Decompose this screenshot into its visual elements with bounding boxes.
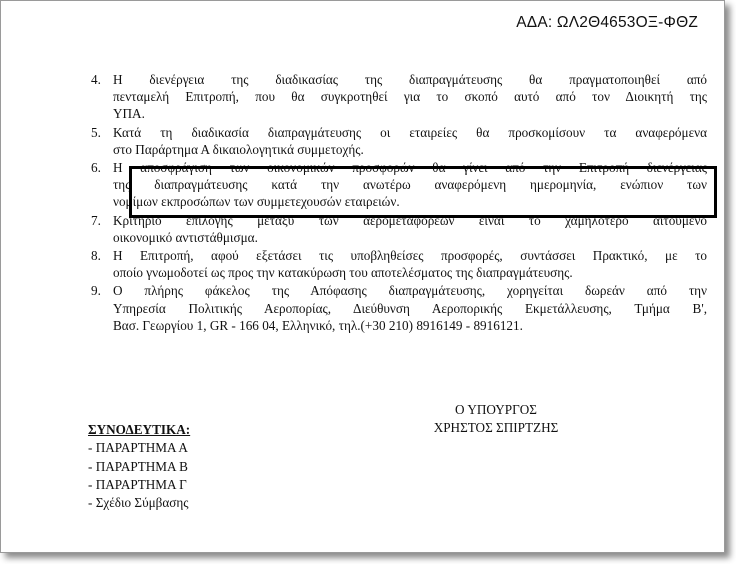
item-number: 5. — [91, 124, 101, 140]
item-line: Ο πλήρης φάκελος της Απόφασης διαπραγμάτευσης, χορηγείται δωρεάν από την — [113, 283, 707, 299]
item-line: Η διενέργεια της διαδικασίας της διαπραγμάτευσης θα πραγματοποιηθεί από — [113, 72, 707, 87]
enclosures-block — [88, 421, 190, 512]
item-line: Η αποσφράγιση των οικονομικών προσφορών θα γίνει από την Επιτροπή διενέργειας — [113, 160, 707, 176]
list-item — [91, 282, 707, 334]
item-line: της διαπραγμάτευσης κατά την ανωτέρω αναφερόμενη ημερομηνία, ενώπιον των — [113, 177, 707, 193]
item-number: 8. — [91, 248, 101, 264]
item-line: Υπηρεσία Πολιτικής Αεροπορίας, Διεύθυνση Αεροπορικής Εκμετάλλευσης, Τμήμα Β', — [113, 300, 707, 316]
enclosures-heading: ΣΥΝΟΔΕΥΤΙΚΑ: — [88, 422, 191, 437]
signature-name: ΧΡΗΣΤΟΣ ΣΠΙΡΤΖΗΣ — [433, 420, 559, 435]
item-line: νομίμων εκπροσώπων των συμμετεχουσών εταιρειών. — [113, 194, 400, 210]
item-number: 4. — [91, 72, 101, 87]
signature-title: Ο ΥΠΟΥΡΓΟΣ — [455, 402, 537, 417]
item-line: Η Επιτροπή, αφού εξετάσει τις υποβληθείσες προσφορές, συντάσσει Πρακτικό, με το — [113, 248, 707, 264]
item-number: 7. — [91, 212, 101, 228]
signature-block — [396, 401, 596, 437]
enclosure-item: - Σχέδιο Σύμβασης — [88, 495, 189, 511]
enclosure-item: - ΠΑΡΑΡΤΗΜΑ Β — [88, 458, 188, 474]
list-item — [91, 124, 707, 158]
highlight-box — [129, 166, 717, 218]
item-line: στο Παράρτημα Α δικαιολογητικά συμμετοχής. — [113, 141, 364, 157]
item-line: πενταμελή Επιτροπή, που θα συγκροτηθεί για το σκοπό αυτό από τον Διοικητή της — [113, 89, 707, 105]
item-line: οποίο γνωμοδοτεί ως προς την κατακύρωση του αποτελέσματος της διαπραγμάτευσης. — [113, 265, 573, 281]
ada-code: ΑΔΑ: ΩΛ2Θ4653ΟΞ-ΦΘΖ — [516, 14, 698, 31]
item-line: Κατά τη διαδικασία διαπραγμάτευσης οι εταιρείες θα προσκομίσουν τα αναφερόμενα — [113, 124, 707, 140]
item-line: Κριτήριο επιλογής μεταξύ των αερομεταφορέων είναι το χαμηλότερο αιτούμενο — [113, 212, 707, 228]
item-line: οικονομικό αντιστάθμισμα. — [113, 229, 258, 245]
enclosure-item: - ΠΑΡΑΡΤΗΜΑ Γ — [88, 476, 187, 492]
item-line: Βασ. Γεωργίου 1, GR - 166 04, Ελληνικό, τηλ.(+30 210) 8916149 - 8916121. — [113, 317, 523, 333]
list-item — [91, 71, 707, 123]
item-number: 6. — [91, 160, 101, 176]
enclosure-item: - ΠΑΡΑΡΤΗΜΑ Α — [88, 440, 188, 456]
item-line: ΥΠΑ. — [113, 106, 145, 122]
list-item — [91, 247, 707, 281]
item-number: 9. — [91, 283, 101, 299]
